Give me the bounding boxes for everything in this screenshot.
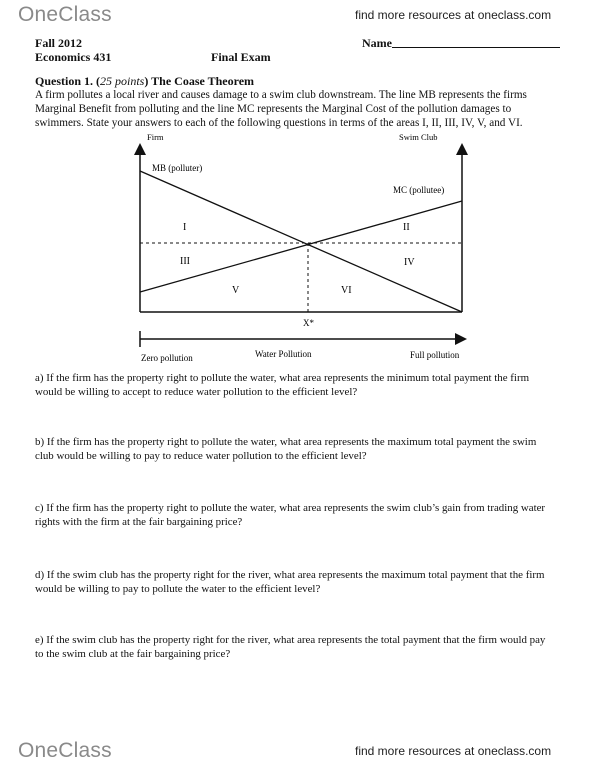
question-intro: A firm pollutes a local river and causes damage to a swim club downstream. The line MB represents the firms Marginal Benefit from polluting and the line MC represents the Marginal Cost of the pollution damages to swimmers. State your answers to each of the following questions in terms of the areas I, II, III, IV, V, and VI.	[35, 89, 527, 129]
x-star-label: X*	[303, 318, 314, 328]
question-e-text: If the swim club has the property right for the river, what area represents the total payment that the firm would pay to the swim club at the fair bargaining price?	[35, 634, 546, 660]
question-c-letter: c)	[35, 502, 44, 514]
question-d-text: If the swim club has the property right for the river, what area represents the maximum total payment that the firm would be willing to pay to pollute the water to the efficient level?	[35, 569, 545, 595]
mb-label: MB (polluter)	[152, 163, 203, 173]
logo-text-bottom: OneClass	[18, 739, 112, 762]
question-topic: The Coase Theorem	[151, 74, 255, 88]
question-a-text: If the firm has the property right to pollute the water, what area represents the minimum total payment the firm would be willing to accept to reduce water pollution to the efficient level?	[35, 372, 530, 398]
points-value: 25 points	[100, 74, 145, 88]
area-iii: III	[180, 256, 190, 267]
question-a-letter: a)	[35, 372, 44, 384]
points-open-paren: (	[96, 74, 101, 88]
exam-label: Final Exam	[211, 50, 271, 64]
question-b	[35, 436, 550, 463]
area-i: I	[183, 222, 187, 233]
firm-axis-label: Firm	[147, 132, 164, 142]
top-banner-link[interactable]: find more resources at oneclass.com	[355, 8, 552, 22]
question-d	[35, 569, 550, 596]
question-number: Question 1.	[35, 74, 94, 88]
mc-line	[140, 201, 462, 292]
course-label: Economics 431	[35, 50, 112, 64]
area-v: V	[232, 285, 240, 296]
name-label: Name	[362, 36, 392, 50]
oneclass-logo-bottom	[18, 739, 112, 763]
question-b-text: If the firm has the property right to pollute the water, what area represents the maximum total payment the swim club would be willing to pay to reduce water pollution to the efficient level?	[35, 436, 537, 462]
mc-label: MC (pollutee)	[393, 185, 445, 195]
swim-club-axis-label: Swim Club	[399, 132, 438, 142]
question-d-letter: d)	[35, 569, 45, 581]
bottom-banner-link[interactable]: find more resources at oneclass.com	[355, 744, 552, 758]
water-pollution-label: Water Pollution	[255, 349, 312, 359]
question-c	[35, 502, 550, 529]
question-e	[35, 634, 550, 661]
question-e-letter: e)	[35, 634, 44, 646]
area-vi: VI	[341, 285, 352, 296]
question-b-letter: b)	[35, 436, 45, 448]
logo-text: OneClass	[18, 3, 112, 26]
question-c-text: If the firm has the property right to pollute the water, what area represents the swim club’s gain from trading water rights with the firm at the fair bargaining price?	[35, 502, 546, 528]
zero-pollution-label: Zero pollution	[141, 353, 193, 363]
area-ii: II	[403, 222, 410, 233]
term-label: Fall 2012	[35, 36, 82, 50]
area-iv: IV	[404, 257, 415, 268]
points-close-paren: )	[144, 74, 149, 88]
full-pollution-label: Full pollution	[410, 350, 460, 360]
question-a	[35, 372, 550, 399]
